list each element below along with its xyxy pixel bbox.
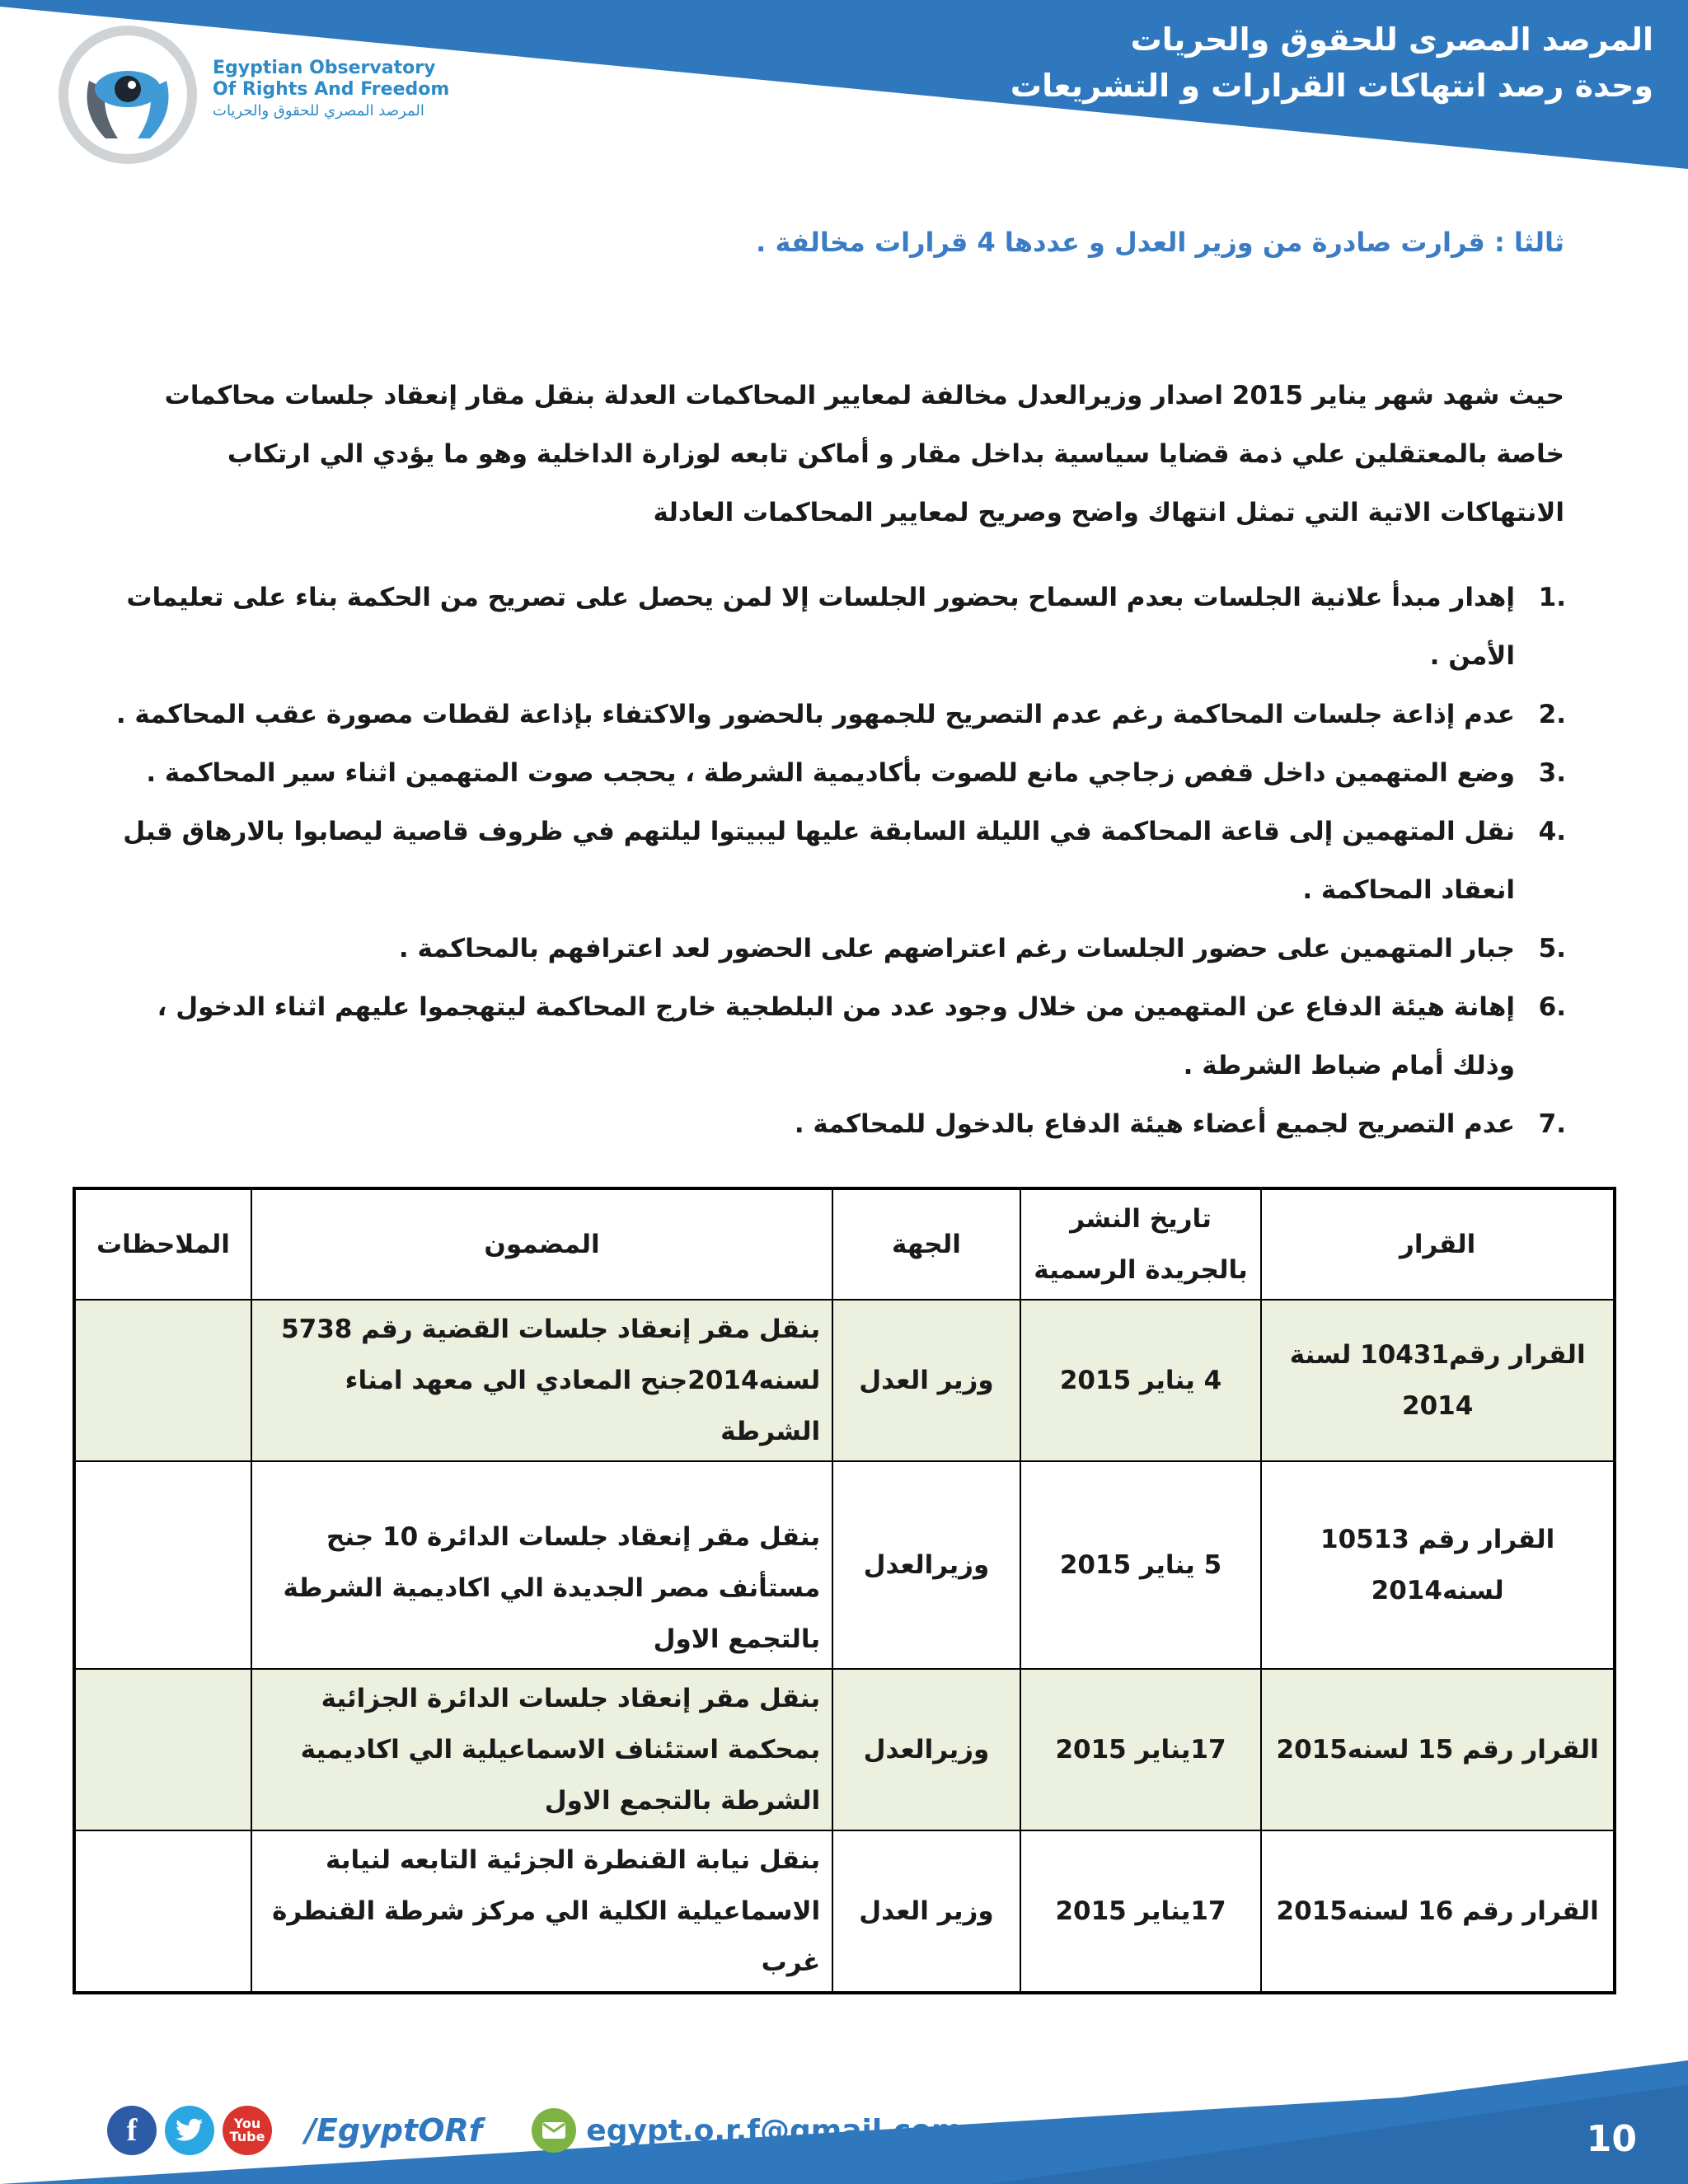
table-header-row: [74, 1188, 1615, 1300]
email-icon: [532, 2108, 576, 2153]
list-item-number: 3.: [1538, 758, 1566, 788]
cell-notes: [74, 1461, 251, 1669]
envelope-icon: [542, 2121, 566, 2139]
list-item-text: جبار المتهمين على حضور الجلسات رغم اعتراضهم على الحضور لعد اعترافهم بالمحاكمة .: [398, 934, 1515, 963]
list-item-text: عدم التصريح لجميع أعضاء هيئة الدفاع بالدخول للمحاكمة .: [794, 1109, 1515, 1139]
footer-social: [107, 2106, 962, 2155]
logo-text-en-line2: Of Rights And Freedom: [213, 79, 450, 100]
header-content: المضمون: [251, 1188, 832, 1300]
list-item: [97, 744, 1566, 803]
cell-decision: القرار رقم 16 لسنه2015: [1261, 1830, 1615, 1993]
cell-date: 5 يناير 2015: [1020, 1461, 1262, 1669]
social-handle-link[interactable]: /EgyptORf: [305, 2112, 483, 2149]
facebook-icon-glyph: f: [126, 2113, 138, 2148]
list-item-number: 2.: [1538, 700, 1566, 729]
youtube-icon[interactable]: [223, 2106, 272, 2155]
cell-decision: القرار رقم10431 لسنة 2014: [1261, 1300, 1615, 1461]
organization-logo: [56, 23, 476, 167]
cell-notes: [74, 1669, 251, 1830]
table-row: [74, 1461, 1615, 1669]
twitter-icon[interactable]: [165, 2106, 214, 2155]
youtube-icon-line1: You: [233, 2116, 261, 2131]
cell-notes: [74, 1300, 251, 1461]
cell-notes: [74, 1830, 251, 1993]
list-item-number: 7.: [1538, 1109, 1566, 1139]
list-item: [97, 920, 1566, 978]
email-link[interactable]: egypt.o.r.f@gmail.com: [586, 2113, 963, 2148]
list-item-text: إهدار مبدأ علانية الجلسات بعدم السماح بحضور الجلسات إلا لمن يحصل على تصريح من الحكمة بناء على تعليمات الأمن .: [126, 583, 1515, 671]
list-item: [97, 569, 1566, 686]
list-item-text: عدم إذاعة جلسات المحاكمة رغم عدم التصريح للجمهور بالحضور والاكتفاء بإذاعة لقطات مصورة عقب المحاكمة .: [115, 700, 1515, 729]
youtube-icon-line2: Tube: [229, 2129, 265, 2144]
cell-date: 17يناير 2015: [1020, 1669, 1262, 1830]
cell-party: وزيرالعدل: [832, 1461, 1020, 1669]
intro-paragraph: حيث شهد شهر يناير 2015 اصدار وزيرالعدل مخالفة لمعايير المحاكمات العدلة بنقل مقار إنعقاد جلسات محاكمات خاصة بالمعتقلين علي ذمة قضايا سياسية بداخل مقار و أماكن تابعه لوزارة الداخلية وهو ما يؤدي الي ارتكاب الانتهاكات الاتية التي تمثل انتهاك واضح وصريح لمعايير المحاكمات العادلة: [164, 381, 1564, 527]
facebook-icon[interactable]: [107, 2106, 157, 2155]
header-decision: القرار: [1261, 1188, 1615, 1300]
list-item-number: 4.: [1538, 817, 1566, 846]
cell-date: 4 يناير 2015: [1020, 1300, 1262, 1461]
cell-date: 17يناير 2015: [1020, 1830, 1262, 1993]
decisions-table: [73, 1187, 1616, 1994]
list-item-number: 5.: [1538, 934, 1566, 963]
cell-party: وزيرالعدل: [832, 1669, 1020, 1830]
table-row: [74, 1830, 1615, 1993]
cell-decision: القرار رقم 15 لسنه2015: [1261, 1669, 1615, 1830]
cell-content: بنقل نيابة القنطرة الجزئية التابعه لنيابة الاسماعيلية الكلية الي مركز شرطة القنطرة غرب: [251, 1830, 832, 1993]
header-publication-date: تاريخ النشر بالجريدة الرسمية: [1020, 1188, 1262, 1300]
cell-party: وزير العدل: [832, 1830, 1020, 1993]
logo-text: [213, 58, 449, 122]
list-item: [97, 686, 1566, 744]
list-item-number: 1.: [1538, 583, 1566, 612]
violations-list: [97, 569, 1566, 1154]
list-item-text: وضع المتهمين داخل قفص زجاجي مانع للصوت بأكاديمية الشرطة ، يحجب صوت المتهمين اثناء سير المحاكمة .: [146, 758, 1515, 788]
cell-content: بنقل مقر إنعقاد جلسات القضية رقم 5738 لسنه2014جنح المعادي الي معهد امناء الشرطة: [251, 1300, 832, 1461]
list-item: [97, 803, 1566, 920]
list-item-text: إهانة هيئة الدفاع عن المتهمين من خلال وجود عدد من البلطجية خارج المحاكمة ليتهجموا عليهم اثناء الدخول ، وذلك أمام ضباط الشرطة .: [157, 992, 1515, 1080]
logo-text-ar: المرصد المصري للحقوق والحريات: [213, 102, 424, 120]
cell-content: بنقل مقر إنعقاد جلسات الدائرة الجزائية بمحكمة استئناف الاسماعيلية الي اكاديمية الشرطة بالتجمع الاول: [251, 1669, 832, 1830]
list-item-text: نقل المتهمين إلى قاعة المحاكمة في الليلة السابقة عليها ليبيتوا ليلتهم في ظروف قاصية ليصابوا بالارهاق قبل انعقاد المحاكمة .: [123, 817, 1515, 905]
list-item: [97, 978, 1566, 1095]
twitter-bird-icon: [176, 2118, 204, 2143]
section-title: ثالثا : قرارت صادرة من وزير العدل و عددها 4 قرارات مخالفة .: [756, 227, 1564, 258]
list-item: [97, 1095, 1566, 1154]
header-titles: [1010, 16, 1653, 109]
cell-decision: القرار رقم 10513 لسنه2014: [1261, 1461, 1615, 1669]
org-title: المرصد المصرى للحقوق والحريات: [1130, 21, 1653, 58]
table-row: [74, 1300, 1615, 1461]
unit-title: وحدة رصد انتهاكات القرارات و التشريعات: [1010, 68, 1653, 104]
page-number: 10: [1586, 2118, 1637, 2160]
logo-text-en-line1: Egyptian Observatory: [213, 58, 436, 78]
youtube-icon-label: [230, 2117, 265, 2144]
header-issuing-party: الجهة: [832, 1188, 1020, 1300]
header-notes: الملاحظات: [74, 1188, 251, 1300]
cell-party: وزير العدل: [832, 1300, 1020, 1461]
table-row: [74, 1669, 1615, 1830]
eye-hands-logo-icon: [56, 23, 200, 167]
list-item-number: 6.: [1538, 992, 1566, 1022]
cell-content: بنقل مقر إنعقاد جلسات الدائرة 10 جنح مستأنف مصر الجديدة الي اكاديمية الشرطة بالتجمع الاول: [251, 1461, 832, 1669]
